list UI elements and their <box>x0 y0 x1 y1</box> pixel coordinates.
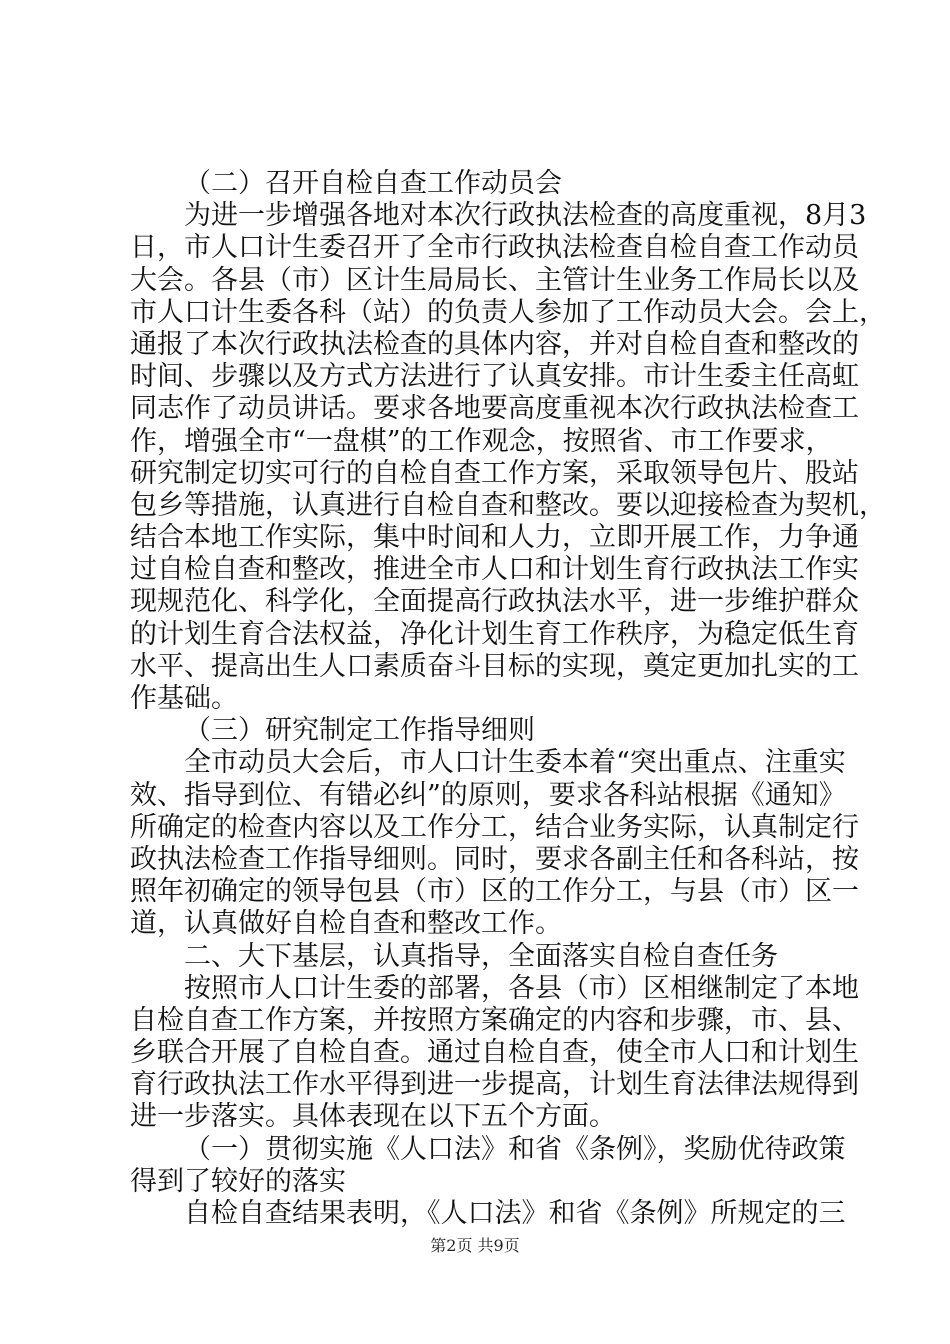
text-line: 结合本地工作实际，集中时间和人力，立即开展工作，力争通 <box>130 522 859 554</box>
text-line: 的计划生育合法权益，净化计划生育工作秩序，为稳定低生育 <box>130 618 859 650</box>
text-line: 全市动员大会后，市人口计生委本着“突出重点、注重实 <box>184 747 846 779</box>
text-line: （二）召开自检自查工作动员会 <box>184 168 562 199</box>
text-line: 通报了本次行政执法检查的具体内容，并对自检自查和整改的 <box>130 328 859 360</box>
text-line: 包乡等措施，认真进行自检自查和整改。要以迎接检查为契机， <box>130 489 886 521</box>
text-line: 时间、步骤以及方式方法进行了认真安排。市计生委主任高虹 <box>130 361 859 393</box>
text-line: 效、指导到位、有错必纠”的原则，要求各科站根据《通知》 <box>130 779 846 811</box>
text-line: 日，市人口计生委召开了全市行政执法检查自检自查工作动员 <box>130 232 859 264</box>
text-line: 二、大下基层，认真指导，全面落实自检自查任务 <box>184 940 778 972</box>
text-line: 乡联合开展了自检自查。通过自检自查，使全市人口和计划生 <box>130 1037 859 1069</box>
text-line: 进一步落实。具体表现在以下五个方面。 <box>130 1101 616 1133</box>
text-line: 水平、提高出生人口素质奋斗目标的实现，奠定更加扎实的工 <box>130 650 859 682</box>
text-line: 道，认真做好自检自查和整改工作。 <box>130 908 562 940</box>
text-line: 按照市人口计生委的部署，各县（市）区相继制定了本地 <box>184 972 859 1004</box>
text-line: 同志作了动员讲话。要求各地要高度重视本次行政执法检查工 <box>130 393 859 425</box>
text-line: 得到了较好的落实 <box>130 1165 346 1197</box>
text-line: 研究制定切实可行的自检自查工作方案，采取领导包片、股站 <box>130 457 859 489</box>
text-line: （一）贯彻实施《人口法》和省《条例》，奖励优待政策 <box>184 1133 846 1165</box>
text-line: 自检自查工作方案，并按照方案确定的内容和步骤，市、县、 <box>130 1004 859 1036</box>
text-line: 市人口计生委各科（站）的负责人参加了工作动员大会。会上， <box>130 296 886 328</box>
text-line: 过自检自查和整改，推进全市人口和计划生育行政执法工作实 <box>130 554 859 586</box>
text-line: 照年初确定的领导包县（市）区的工作分工，与县（市）区一 <box>130 876 859 908</box>
text-line: 所确定的检查内容以及工作分工，结合业务实际，认真制定行 <box>130 811 859 843</box>
text-line: 大会。各县（市）区计生局局长、主管计生业务工作局长以及 <box>130 264 859 296</box>
text-line: 育行政执法工作水平得到进一步提高，计划生育法律法规得到 <box>130 1069 859 1101</box>
text-line: 现规范化、科学化，全面提高行政执法水平，进一步维护群众 <box>130 586 859 618</box>
text-line: 作，增强全市“一盘棋”的工作观念，按照省、市工作要求， <box>130 425 833 457</box>
document-body <box>130 168 886 1230</box>
text-line: 自检自查结果表明，《人口法》和省《条例》所规定的三 <box>184 1198 846 1229</box>
text-line: 作基础。 <box>130 683 238 714</box>
page-footer: 第2页 共9页 <box>430 1236 520 1255</box>
text-line: （三）研究制定工作指导细则 <box>184 715 535 747</box>
text-line: 为进一步增强各地对本次行政执法检查的高度重视，8月3 <box>184 200 867 232</box>
text-line: 政执法检查工作指导细则。同时，要求各副主任和各科站，按 <box>130 843 859 875</box>
